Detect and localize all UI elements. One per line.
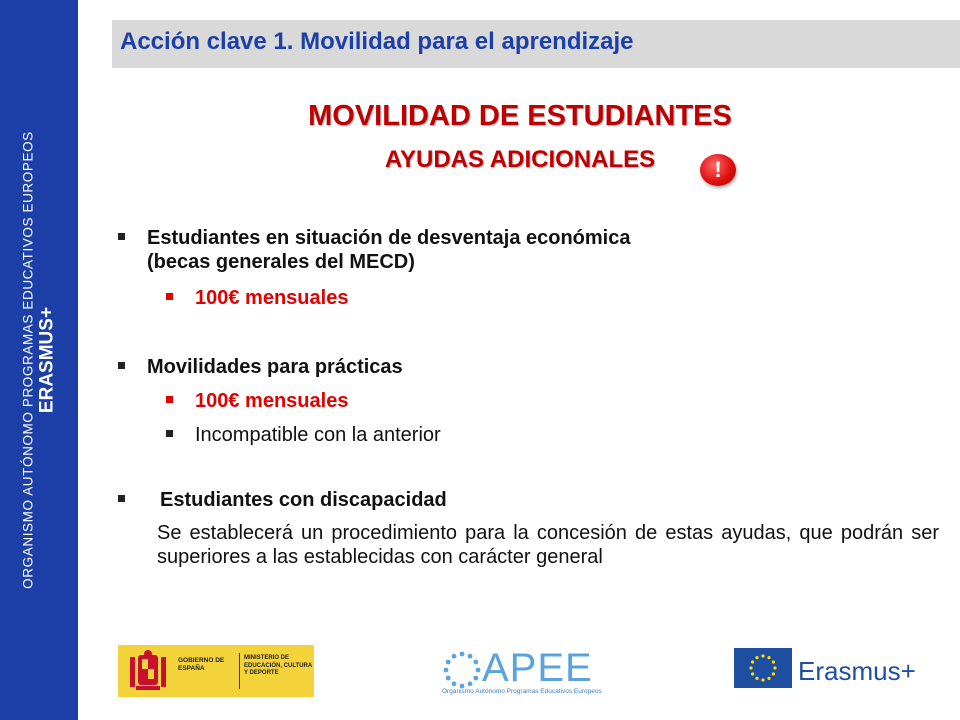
erasmus-wordmark: Erasmus+ <box>798 656 916 686</box>
apee-subtitle: Organismo Autónomo Programas Educativos Europeos <box>442 688 602 695</box>
bullet-square-icon <box>118 362 125 369</box>
bullet-square-icon <box>118 233 125 240</box>
sidebar-vertical-text <box>20 10 59 710</box>
slide-title: MOVILIDAD DE ESTUDIANTES <box>308 100 732 132</box>
sub-bullet-square-icon <box>166 396 173 403</box>
bullet-item-1-line2: (becas generales del MECD) <box>147 251 415 273</box>
coat-of-arms-icon <box>126 649 170 693</box>
bullet-item-1-sub-1: 100€ mensuales <box>195 287 349 309</box>
bullet-square-icon <box>118 495 125 502</box>
bullet-item-2-sub-2: Incompatible con la anterior <box>195 424 441 446</box>
gov-text-line1: GOBIERNO DE ESPAÑA <box>178 657 225 672</box>
bullet-item-3: Estudiantes con discapacidad <box>160 489 447 511</box>
sidebar-band <box>0 0 78 720</box>
organization-name: ORGANISMO AUTÓNOMO PROGRAMAS EDUCATIVOS EUROPEOS <box>20 131 36 589</box>
exclamation-icon: ! <box>700 154 736 186</box>
header-title: Acción clave 1. Movilidad para el aprendizaje <box>120 28 634 55</box>
bullet-item-1 <box>147 226 939 250</box>
slide-subtitle: AYUDAS ADICIONALES <box>384 146 656 173</box>
sub-bullet-square-icon <box>166 293 173 300</box>
bullet-item-2-sub-1: 100€ mensuales <box>195 390 349 412</box>
eu-flag-icon <box>734 648 792 688</box>
program-name: ERASMUS+ <box>36 306 58 414</box>
gov-text-line2: MINISTERIO DE EDUCACIÓN, CULTURA Y DEPORTE <box>244 655 312 676</box>
apee-logo <box>440 648 620 700</box>
header-band <box>112 20 960 68</box>
bullet-item-3-detail: Se establecerá un procedimiento para la concesión de estas ayudas, que podrán ser superiores a las establecidas con carácter general <box>157 522 939 568</box>
apee-wordmark: APEE <box>482 646 593 690</box>
bullet-item-1-line1: Estudiantes en situación de desventaja económica <box>147 227 631 249</box>
bullet-item-2: Movilidades para prácticas <box>147 356 403 378</box>
gobierno-espana-logo <box>118 645 314 697</box>
apee-star-circle-icon <box>442 650 482 690</box>
gov-divider <box>239 653 240 689</box>
sub-bullet-square-icon <box>166 430 173 437</box>
erasmus-plus-logo <box>734 648 934 692</box>
